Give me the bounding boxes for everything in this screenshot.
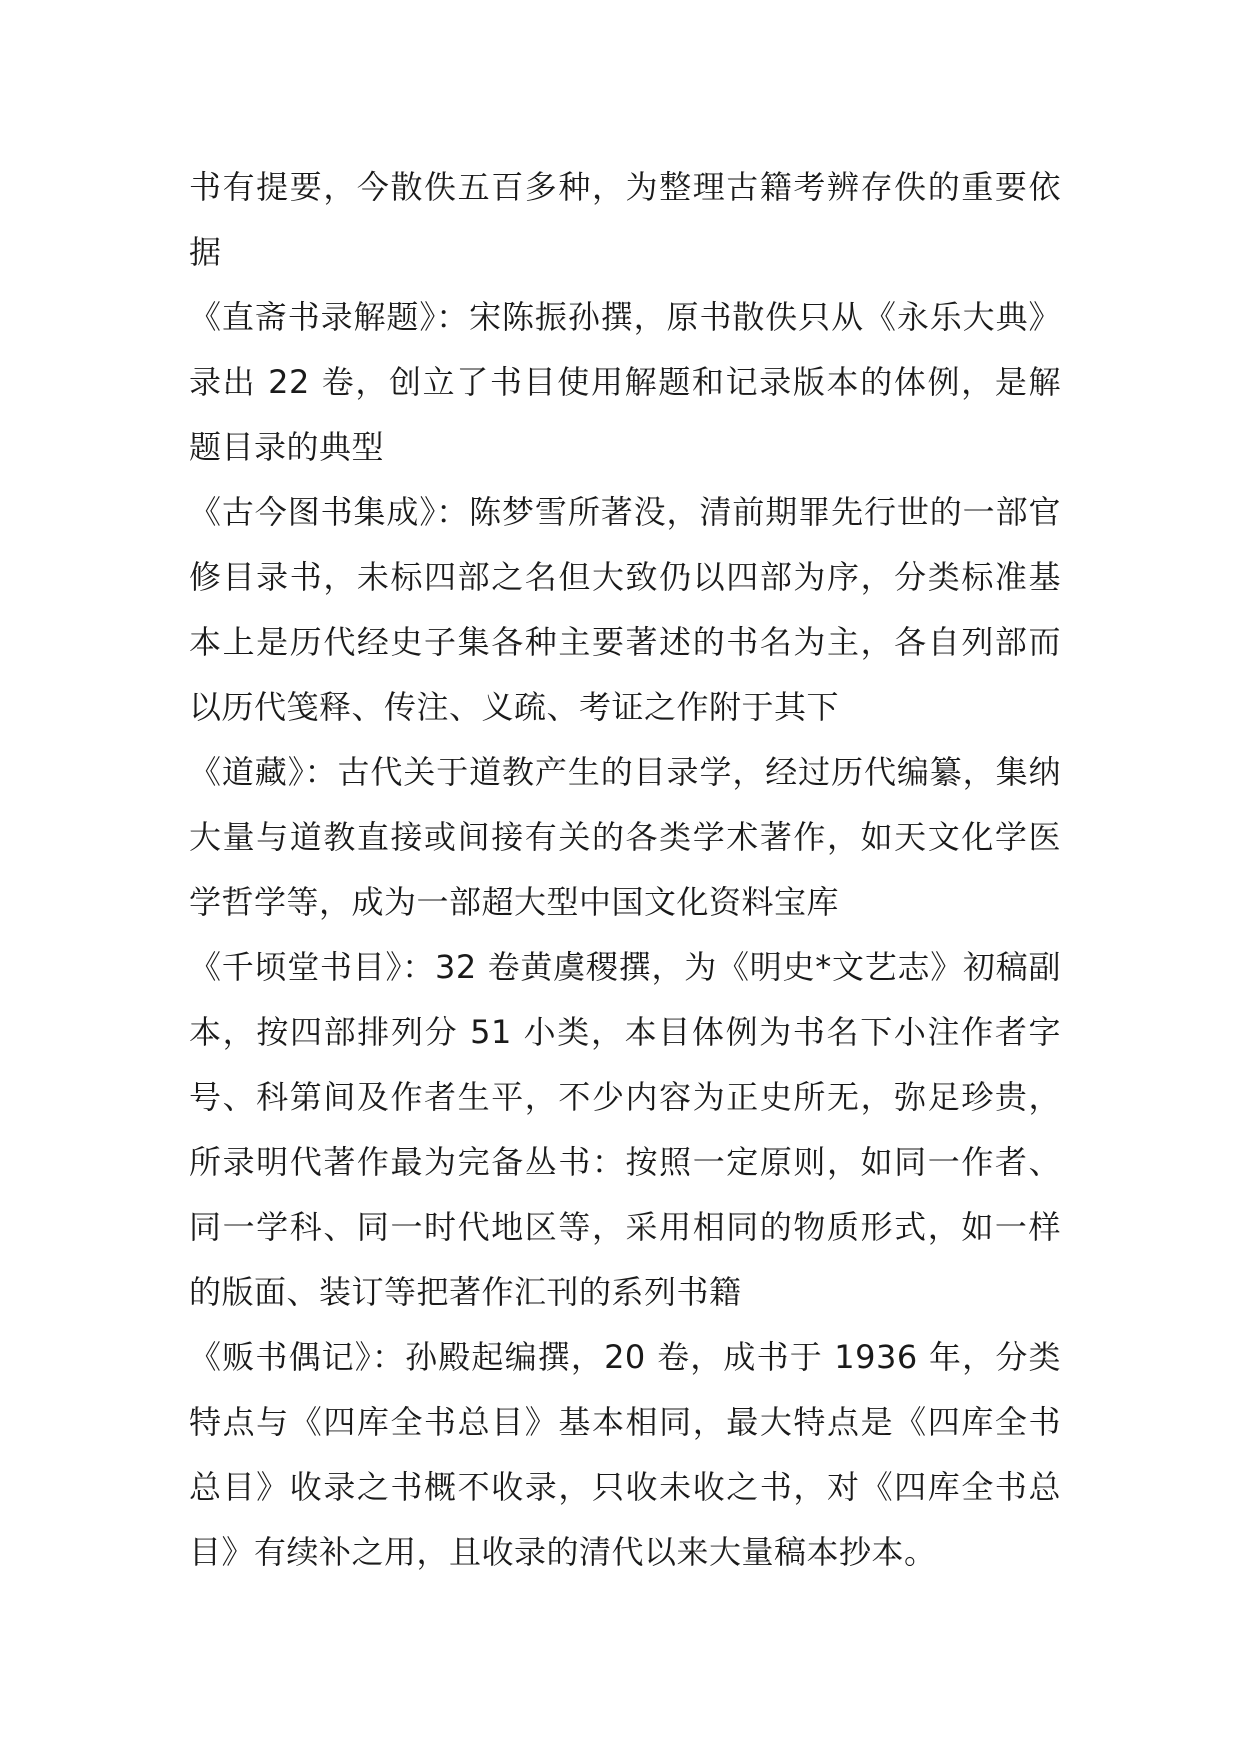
paragraph-zhizhai-shulu: 《直斋书录解题》：宋陈振孙撰，原书散佚只从《永乐大典》录出 22 卷，创立了书目使用解题和记录版本的体例，是解题目录的典型 [189, 298, 1061, 466]
document-body [189, 155, 1061, 1585]
paragraph-daozang: 《道藏》：古代关于道教产生的目录学，经过历代编纂，集纳大量与道教直接或间接有关的各类学术著作，如天文化学医学哲学等，成为一部超大型中国文化资料宝库 [189, 753, 1061, 921]
paragraph-fanshu-ouji: 《贩书偶记》：孙殿起编撰，20 卷，成书于 1936 年，分类特点与《四库全书总目》基本相同，最大特点是《四库全书总目》收录之书概不收录，只收未收之书，对《四库全书总目》有续补之用，且收录的清代以来大量稿本抄本。 [189, 1338, 1061, 1571]
paragraph-qianqingtang: 《千顷堂书目》：32 卷黄虞稷撰，为《明史*文艺志》初稿副本，按四部排列分 51 小类，本目体例为书名下小注作者字号、科第间及作者生平，不少内容为正史所无，弥足珍贵，所录明代著作最为完备丛书：按照一定原则，如同一作者、同一学科、同一时代地区等，采用相同的物质形式，如一样的版面、装订等把著作汇刊的系列书籍 [189, 948, 1061, 1311]
paragraph-gujin-tushu: 《古今图书集成》：陈梦雪所著没，清前期罪先行世的一部官修目录书，未标四部之名但大致仍以四部为序，分类标准基本上是历代经史子集各种主要著述的书名为主，各自列部而以历代笺释、传注、义疏、考证之作附于其下 [189, 493, 1061, 726]
paragraph-siku-summary: 书有提要，今散佚五百多种，为整理古籍考辨存佚的重要依据 [189, 168, 1061, 271]
